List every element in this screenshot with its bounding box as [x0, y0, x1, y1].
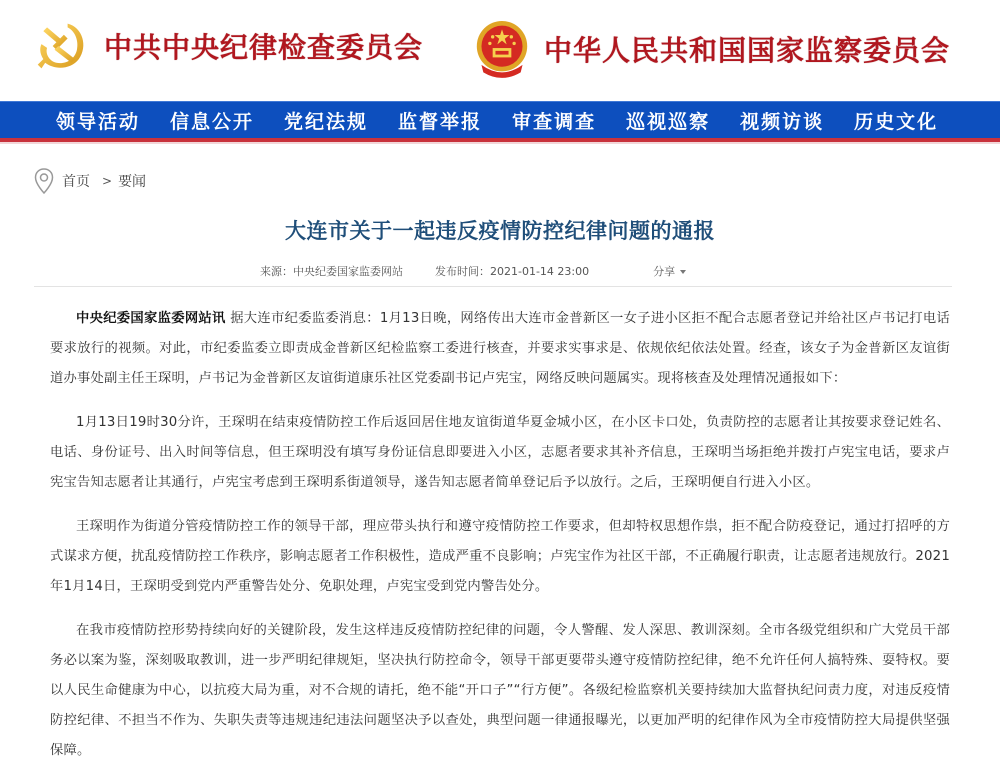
nav-item-investigation[interactable]: 审查调查	[512, 111, 597, 133]
nav-item-disclosure[interactable]: 信息公开	[170, 111, 255, 133]
nav-item-inspection[interactable]: 巡视巡察	[626, 111, 711, 133]
breadcrumb-separator: >	[102, 174, 113, 188]
nav-item-report[interactable]: 监督举报	[398, 111, 483, 133]
article-source: 来源：中央纪委国家监委网站	[260, 265, 403, 278]
location-pin-icon	[34, 168, 54, 194]
nav-underline-shadow	[0, 142, 1000, 144]
ccdi-title: 中共中央纪律检查委员会	[104, 31, 424, 64]
nsc-title: 中华人民共和国国家监察委员会	[544, 34, 951, 67]
main-nav	[0, 101, 1000, 138]
article-publish-time: 发布时间：2021-01-14 23:00	[435, 265, 590, 278]
paragraph-text: 据大连市纪委监委消息：1月13日晚，网络传出大连市金普新区一女子进小区拒不配合志愿者登记并给社区卢书记打电话要求放行的视频。对此，市纪委监委立即责成金普新区纪检监察工委进行核查，并要求实事求是、依规依纪依法处置。经查，该女子为金普新区友谊街道办事处副主任王琛明，卢书记为金普新区友谊街道康乐社区党委副书记卢宪宝，网络反映问题属实。现将核查及处理情况通报如下：	[50, 311, 951, 386]
breadcrumb-home[interactable]: 首页	[62, 174, 90, 190]
article-paragraph: 1月13日19时30分许，王琛明在结束疫情防控工作后返回居住地友谊街道华夏金城小区，在小区卡口处，负责防控的志愿者让其按要求登记姓名、电话、身份证号、出入时间等信息，但王琛明没有填写身份证信息即要进入小区，志愿者要求其补齐信息，王琛明当场拒绝并拨打卢宪宝电话，要求卢宪宝告知志愿者让其通行，卢宪宝考虑到王琛明系街道领导，遂告知志愿者简单登记后予以放行。之后，王琛明便自行进入小区。	[50, 415, 950, 490]
party-emblem-icon	[34, 18, 90, 74]
breadcrumb	[34, 168, 146, 194]
nav-item-video[interactable]: 视频访谈	[740, 111, 825, 133]
article-paragraph	[50, 304, 950, 394]
nav-item-leadership[interactable]: 领导活动	[56, 111, 141, 133]
site-header	[0, 0, 1000, 101]
article-paragraph: 王琛明作为街道分管疫情防控工作的领导干部，理应带头执行和遵守疫情防控工作要求，但却特权思想作祟，拒不配合防疫登记，通过打招呼的方式谋求方便，扰乱疫情防控工作秩序，影响志愿者工作积极性，造成严重不良影响；卢宪宝作为社区干部，不正确履行职责，让志愿者违规放行。2021年1月14日，王琛明受到党内严重警告处分、免职处理，卢宪宝受到党内警告处分。	[50, 519, 950, 594]
nsc-brand[interactable]	[474, 18, 950, 80]
article-paragraph: 在我市疫情防控形势持续向好的关键阶段，发生这样违反疫情防控纪律的问题，令人警醒、发人深思、教训深刻。全市各级党组织和广大党员干部务必以案为鉴，深刻吸取教训，进一步严明纪律规矩，坚决执行防控命令，领导干部更要带头遵守疫情防控纪律，绝不允许任何人搞特殊、耍特权。要以人民生命健康为中心，以抗疫大局为重，对不合规的请托，绝不能“开口子”“行方便”。各级纪检监察机关要持续加大监督执纪问责力度，对违反疫情防控纪律、不担当不作为、失职失责等违规违纪违法问题坚决予以查处，典型问题一律通报曝光，以更加严明的纪律作风为全市疫情防控大局提供坚强保障。	[50, 623, 950, 758]
breadcrumb-current[interactable]: 要闻	[118, 174, 147, 190]
nav-item-regulations[interactable]: 党纪法规	[284, 111, 369, 133]
article-body	[50, 304, 950, 780]
share-label: 分享	[653, 265, 676, 278]
article-title: 大连市关于一起违反疫情防控纪律问题的通报	[285, 219, 715, 243]
national-emblem-icon	[474, 18, 530, 80]
nav-item-history[interactable]: 历史文化	[854, 111, 939, 133]
share-button[interactable]	[653, 263, 686, 279]
chevron-down-icon	[680, 270, 686, 274]
meta-divider	[34, 286, 952, 287]
ccdi-brand[interactable]	[34, 18, 423, 74]
article-lead: 中央纪委国家监委网站讯	[76, 311, 226, 326]
article-meta	[260, 263, 686, 279]
